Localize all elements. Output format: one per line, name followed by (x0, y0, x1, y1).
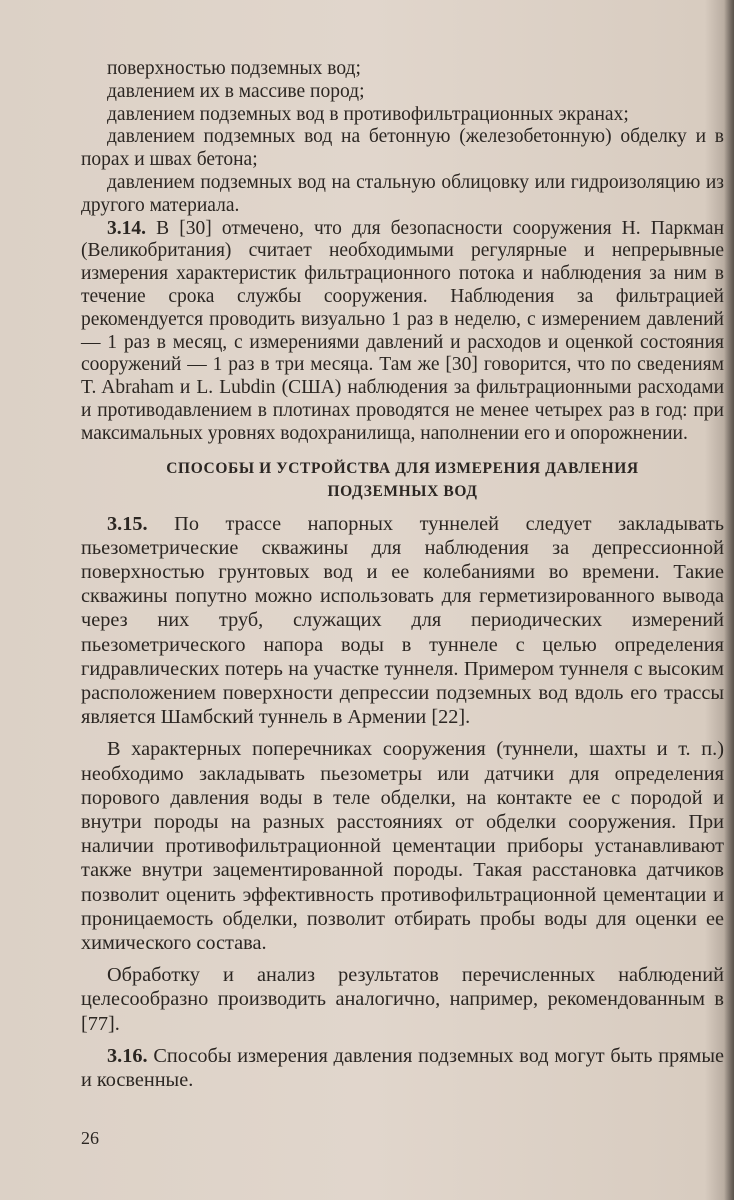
paragraph-3-16 (81, 1044, 724, 1092)
paragraph-text: Способы измерения давления подземных вод могут быть прямые и косвенные. (81, 1044, 724, 1092)
clause-number: 3.14. (107, 217, 146, 239)
list-line: давлением их в массиве пород; (107, 80, 365, 102)
paragraph-cross-sections: В характерных поперечниках сооружения (туннели, шахты и т. п.) необходимо закладывать пьезометры или датчики для определения порового давления воды в теле обделки, на контакте ее с породой и внутри породы на разных расстояниях от обделки сооружения. При наличии противофильтрационной цементации приборы устанавливают также внутри зацементированной породы. Такая расстановка датчиков позволит оценить эффективность противофильтрационной цементации и проницаемость обделки, позволит отбирать пробы воды для оценки ее химического состава. (81, 738, 724, 954)
paragraph-3-15 (81, 512, 724, 730)
list-line: давлением подземных вод на бетонную (железобетонную) обделку и в порах и швах бетона; (81, 126, 724, 171)
clause-number: 3.16. (107, 1044, 148, 1067)
section-body (81, 512, 724, 1093)
section-heading (81, 457, 724, 503)
paragraph-processing: Обработку и анализ результатов перечисленных наблюдений целесообразно производить аналогично, например, рекомендованным в [77]. (81, 964, 724, 1035)
clause-number: 3.15. (107, 512, 148, 535)
page-text (81, 58, 724, 1092)
page-number: 26 (81, 1128, 99, 1148)
heading-line: ПОДЗЕМНЫХ ВОД (327, 482, 478, 500)
list-line: давлением подземных вод на стальную облицовку или гидроизоляцию из другого материала. (81, 171, 724, 216)
heading-line: СПОСОБЫ И УСТРОЙСТВА ДЛЯ ИЗМЕРЕНИЯ ДАВЛЕНИЯ (166, 459, 639, 477)
paragraph-text: По трассе напорных туннелей следует закладывать пьезометрические скважины для наблюдения за депрессионной поверхностью грунтовых вод и ее колебаниями во времени. Такие скважины попутно можно использовать для герметизированного вывода через них труб, служащих для периодических измерений пьезометрического напора воды в туннеле с целью определения гидравлических потерь на участке туннеля. Примером туннеля с высоким расположением поверхности депрессии подземных вод вдоль его трассы является Шамбский туннель в Армении [22]. (81, 512, 724, 729)
list-line: давлением подземных вод в противофильтрационных экранах; (107, 103, 629, 125)
paragraph-text: В [30] отмечено, что для безопасности сооружения Н. Паркман (Великобритания) считает необходимыми регулярные и непрерывные измерения характеристик фильтрационного потока и наблюдения за ним в течение срока службы сооружения. Наблюдения за фильтрацией рекомендуется проводить визуально 1 раз в неделю, с измерением давлений — 1 раз в месяц, с измерениями давлений и расходов и оценкой состояния сооружений — 1 раз в три месяца. Там же [30] говорится, что по сведениям T. Abraham и L. Lubdin (США) наблюдения за фильтрационными расходами и противодавлением в плотинах проводятся не менее четырех раз в год: при максимальных уровнях водохранилища, наполнении его и опорожнении. (81, 217, 725, 444)
page-edge-shadow (724, 0, 734, 1200)
list-line: поверхностью подземных вод; (107, 58, 361, 79)
paragraph-3-14 (81, 218, 724, 446)
